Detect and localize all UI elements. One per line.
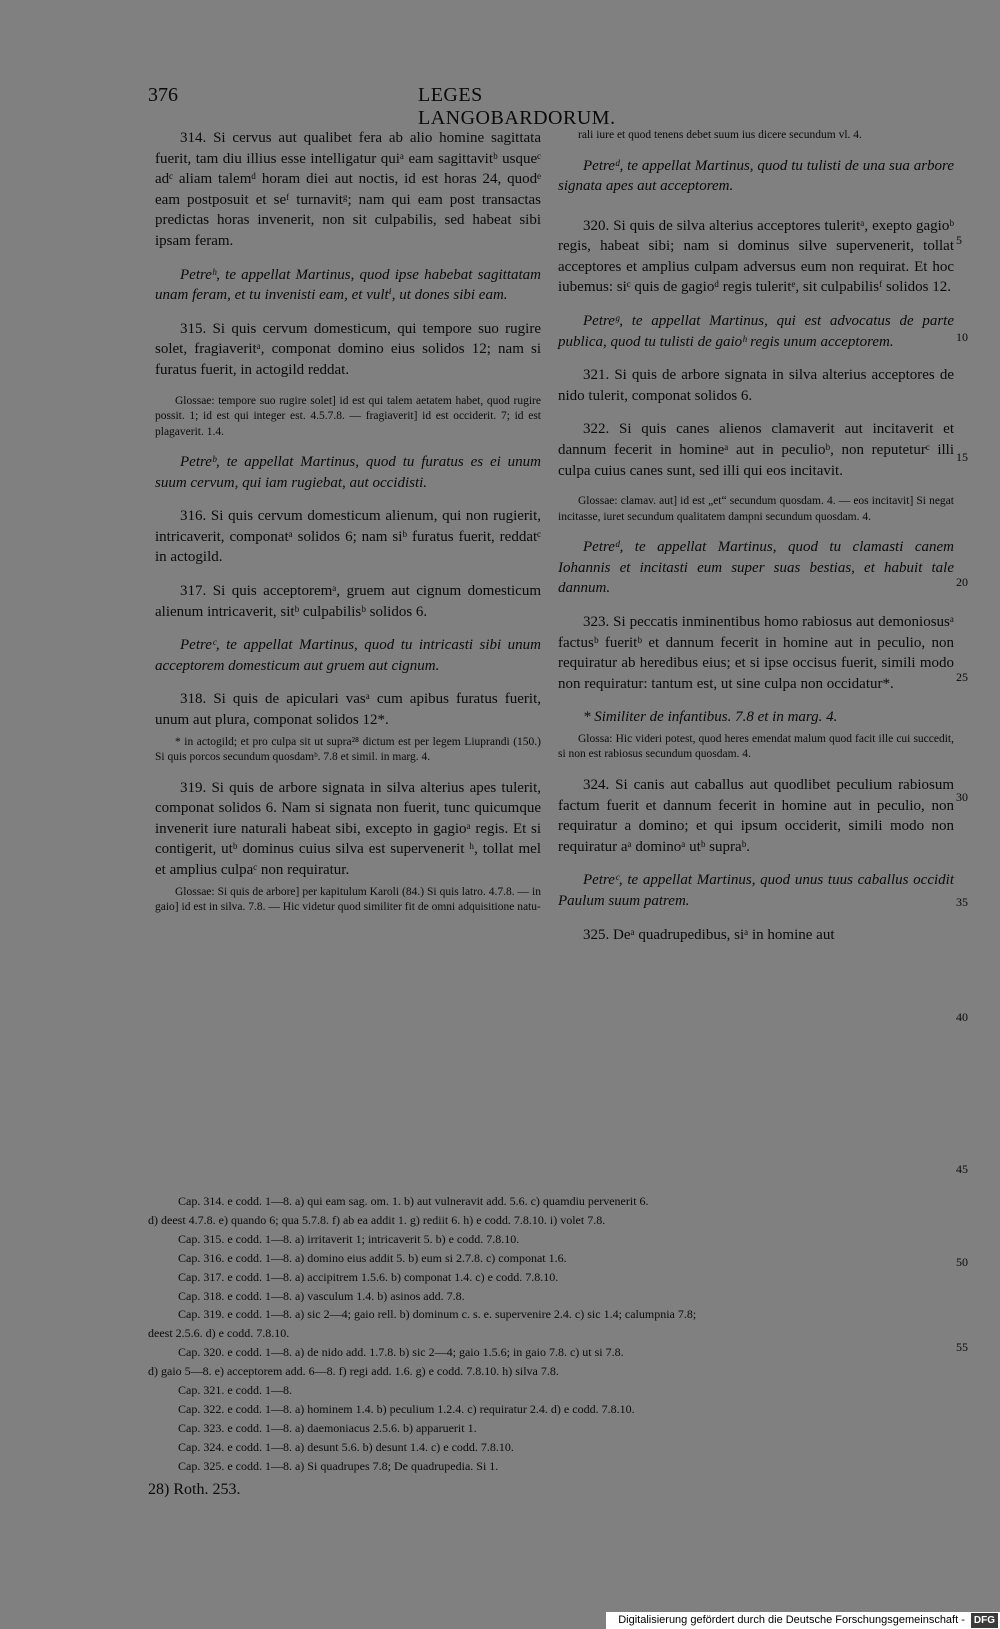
- apparatus-line: deest 2.5.6. d) e codd. 7.8.10.: [148, 1326, 290, 1341]
- text-paragraph: Petreᵍ, te appellat Martinus, qui est advocatus de parte publica, quod tu tulisti de gaioʰ regis unum acceptorem.: [558, 313, 954, 350]
- text-paragraph: Petreᶜ, te appellat Martinus, quod tu intricasti sibi unum acceptorem domesticum aut gruem aut cignum.: [155, 637, 541, 674]
- text-paragraph: 316. Si quis cervum domesticum alienum, qui non rugierit, intricaverit, componatᵃ solidos 6; nam siᵇ furatus fuerit, reddatᶜ in actogild.: [155, 508, 541, 566]
- apparatus-line: d) gaio 5—8. e) acceptorem add. 6—8. f) regi add. 1.6. g) e codd. 7.8.10. h) silva 7.8.: [148, 1364, 559, 1379]
- text-paragraph: 318. Si quis de apiculari vasᵃ cum apibus furatus fuerit, unum aut plura, componat solidos 12*.: [155, 691, 541, 728]
- text-paragraph: Petreᵇ, te appellat Martinus, quod tu furatus es ei unum suum cervum, qui iam rugiebat, aut occidisti.: [155, 454, 541, 491]
- text-paragraph: 317. Si quis acceptoremᵃ, gruem aut cignum domesticum alienum intricaverit, sitᵇ culpabilisᵇ solidos 6.: [155, 583, 541, 620]
- line-number: 50: [956, 1255, 968, 1269]
- apparatus-line: Cap. 325. e codd. 1—8. a) Si quadrupes 7.8; De quadrupedia. Si 1.: [178, 1458, 499, 1473]
- line-number: 10: [956, 330, 968, 344]
- text-paragraph: * Similiter de infantibus. 7.8 et in marg. 4.: [583, 709, 838, 726]
- line-number: 15: [956, 450, 968, 464]
- line-number: 25: [956, 670, 968, 684]
- page-header: [148, 84, 680, 129]
- line-number: 30: [956, 790, 968, 804]
- text-paragraph: Glossae: clamav. aut] id est „et“ secundum quosdam. 4. — eos incitavit] Si negat incitasse, iuret secundum qualitatem dampni secundum quosdam. 4.: [558, 495, 954, 523]
- text-paragraph: Glossa: Hic videri potest, quod heres emendat malum quod facit ille cui succedit, si non est rabiosus secundum quosdam. 4.: [558, 732, 954, 761]
- apparatus-line: Cap. 320. e codd. 1—8. a) de nido add. 1.7.8. b) sic 2—4; gaio 1.5.6; in gaio 7.8. c) ut si 7.8.: [178, 1345, 624, 1360]
- text-paragraph: 319. Si quis de arbore signata in silva alterius apes tulerit, componat solidos 6. Nam si signata non fuerit, tunc quicumque invenerit iure naturali habeat sibi, excepto in gagioᵃ regis. Et si contigerit, utᵇ dominus cuius silva est supervenerit ʰ, tollat mel et amplius culpaᶜ non requiratur.: [155, 779, 541, 878]
- apparatus-line: Cap. 323. e codd. 1—8. a) daemoniacus 2.5.6. b) apparuerit 1.: [178, 1420, 477, 1435]
- footer-text: Digitalisierung gefördert durch die Deutsche Forschungsgemeinschaft -: [618, 1614, 965, 1626]
- text-paragraph: Petreᶜ, te appellat Martinus, quod unus tuus caballus occidit Paulum suum patrem.: [558, 872, 954, 909]
- line-number: 40: [956, 1010, 968, 1024]
- apparatus-line: Cap. 321. e codd. 1—8.: [178, 1383, 292, 1398]
- dfg-logo: DFG: [971, 1613, 998, 1628]
- text-paragraph: Glossae: Si quis de arbore] per kapitulum Karoli (84.) Si quis latro. 4.7.8. — in gaio] id est in silva. 7.8. — Hic videtur quod similiter fit de omni adquisitione natu-: [155, 885, 541, 914]
- text-paragraph: Petreᵈ, te appellat Martinus, quod tu tulisti de una sua arbore signata apes aut acceptorem.: [558, 157, 954, 195]
- page-number: 376: [148, 84, 178, 106]
- text-paragraph: 323. Si peccatis inminentibus homo rabiosus aut demoniosusᵃ factusᵇ fueritᵇ et dannum fecerit in homine aut in peculio, non requiratur ab heredibus eius; et si ipse occisus fuerit, simili modo non requiratur: tantum est, ut sine culpa non occidatur*.: [558, 614, 954, 692]
- apparatus-line: Cap. 322. e codd. 1—8. a) hominem 1.4. b) peculium 1.2.4. c) requiratur 2.4. d) e codd. 7.8.10.: [178, 1401, 635, 1416]
- text-paragraph: Petreᵈ, te appellat Martinus, quod tu clamasti canem Iohannis et incitasti eum super suas bestias, et habuit tale dannum.: [558, 539, 954, 597]
- apparatus-line: Cap. 316. e codd. 1—8. a) domino eius addit 5. b) eum si 2.7.8. c) componat 1.6.: [178, 1250, 567, 1265]
- line-number: 55: [956, 1340, 968, 1354]
- text-paragraph: rali iure et quod tenens debet suum ius dicere secundum vl. 4.: [578, 129, 862, 141]
- apparatus-line: d) deest 4.7.8. e) quando 6; qua 5.7.8. f) ab ea addit 1. g) rediit 6. h) e codd. 7.8.10. i) volet 7.8.: [148, 1212, 606, 1227]
- apparatus-line: Cap. 314. e codd. 1—8. a) qui eam sag. om. 1. b) aut vulneravit add. 5.6. c) quamdiu pervenerit 6.: [178, 1194, 649, 1208]
- footnote: 28) Roth. 253.: [148, 1481, 241, 1498]
- text-paragraph: Glossae: tempore suo rugire solet] id est qui talem aetatem habet, quod rugire possit. 1; id est qui integer est. 4.5.7.8. — fragiaverit] id est occiderit. 7; id est plagaverit. 1.4.: [155, 394, 541, 438]
- line-number: 45: [956, 1162, 968, 1176]
- text-paragraph: * in actogild; et pro culpa sit ut supra²⁸ dictum est per legem Liuprandi (150.) Si quis porcos secundum quosdamᵇ. 7.8 et simil. in marg. 4.: [155, 735, 541, 764]
- left-column: [155, 128, 541, 928]
- text-paragraph: 324. Si canis aut caballus aut quodlibet peculium rabiosum factum fuerit et dannum fecerit in homine aut in peculio, non requiratur a domino; et qui ipsum occiderit, simili modo non requiratur aᵃ dominoᵃ utᵇ supraᵇ.: [558, 776, 954, 855]
- text-paragraph: 320. Si quis de silva alterius acceptores tuleritᵃ, exepto gagioᵇ regis, habeat sibi; nam si dominus silve supervenerit, tollat acceptores et amplius culpam adversus eum non requirat. Et hoc iubemus: siᶜ quis de gagioᵈ regis tuleritᵉ, sit culpabilisᶠ solidos 12.: [558, 217, 954, 296]
- apparatus-line: Cap. 315. e codd. 1—8. a) irritaverit 1; intricaverit 5. b) e codd. 7.8.10.: [178, 1231, 520, 1246]
- apparatus-line: Cap. 319. e codd. 1—8. a) sic 2—4; gaio rell. b) dominum c. s. e. supervenire 2.4. c) sic 1.4; calumpnia 7.8;: [178, 1307, 697, 1322]
- text-paragraph: Petreʰ, te appellat Martinus, quod ipse habebat sagittatam unam feram, et tu invenisti eam, et vultⁱ, ut dones sibi eam.: [155, 266, 541, 304]
- critical-apparatus: [148, 1192, 938, 1476]
- digitization-footer: [606, 1612, 1000, 1629]
- text-paragraph: 322. Si quis canes alienos clamaverit aut incitaverit et dannum fecerit in homineᵃ aut in peculioᵇ, non reputeturᶜ illi culpa cuius canes sunt, sed illi qui eos incitavit.: [558, 421, 954, 479]
- right-column: [558, 128, 954, 958]
- text-paragraph: 321. Si quis de arbore signata in silva alterius acceptores de nido tulerit, componat solidos 6.: [558, 367, 954, 404]
- running-title: LEGES LANGOBARDORUM.: [418, 84, 616, 129]
- apparatus-line: Cap. 318. e codd. 1—8. a) vasculum 1.4. b) asinos add. 7.8.: [178, 1288, 465, 1303]
- text-paragraph: 315. Si quis cervum domesticum, qui tempore suo rugire solet, fragiaveritᵃ, componat domino eius solidos 12; nam si furatus fuerit, in actogild reddat.: [155, 320, 541, 378]
- line-number: 5: [956, 233, 962, 247]
- apparatus-line: Cap. 317. e codd. 1—8. a) accipitrem 1.5.6. b) componat 1.4. c) e codd. 7.8.10.: [178, 1269, 559, 1284]
- text-paragraph: 325. Deᵃ quadrupedibus, siᵃ in homine aut: [583, 926, 835, 943]
- apparatus-line: Cap. 324. e codd. 1—8. a) desunt 5.6. b) desunt 1.4. c) e codd. 7.8.10.: [178, 1439, 514, 1454]
- line-number: 35: [956, 895, 968, 909]
- text-paragraph: 314. Si cervus aut qualibet fera ab alio homine sagittata fuerit, tam diu illius esse intelligatur quiᵃ eam sagittavitᵇ usqueᶜ adᶜ aliam talemᵈ horam diei aut noctis, id est horas 24, quodᵉ eam postposuit et seᶠ turnavitᵍ; nam qui eam post transactas predictas horas invenerit, non sit culpabilis, sed habeat sibi ipsam feram.: [155, 130, 541, 249]
- line-number: 20: [956, 575, 968, 589]
